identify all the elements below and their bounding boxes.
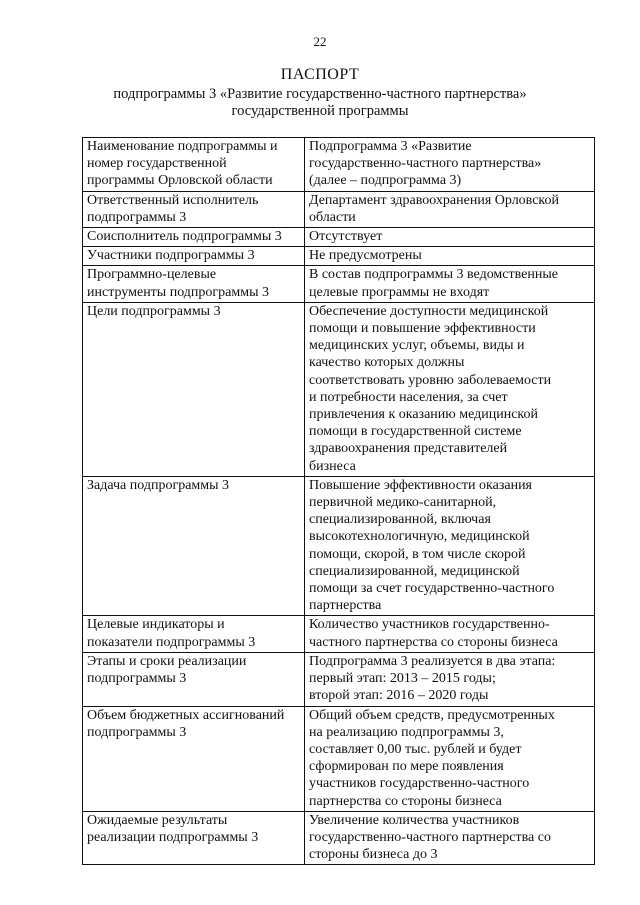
field-value-cell [305, 652, 595, 706]
field-value-line: Не предусмотрены [309, 248, 422, 264]
field-value-line: Количество участников государственно- [309, 617, 550, 633]
field-label-cell [83, 138, 305, 192]
field-label-line: Наименование подпрограммы и [87, 139, 278, 154]
field-value-line: второй этап: 2016 – 2020 годы [309, 688, 489, 704]
field-label-cell [83, 811, 305, 865]
field-label-line: Объем бюджетных ассигнований [87, 707, 285, 723]
field-label-cell [83, 191, 305, 227]
table-row [83, 616, 595, 652]
field-value-line: здравоохранения представителей [309, 441, 508, 457]
field-value-line: специализированной, включая [309, 512, 491, 528]
field-value-line: помощи и повышение эффективности [309, 321, 536, 337]
table-row [83, 247, 595, 266]
field-label-line: Ожидаемые результаты [87, 812, 228, 828]
field-value-line: сформирован по мере появления [309, 759, 504, 775]
field-label-cell [83, 302, 305, 476]
field-value-line: Увеличение количества участников [309, 812, 520, 828]
field-value-cell [305, 191, 595, 227]
subtitle-line: подпрограммы 3 «Развитие государственно-частного партнерства» [113, 86, 527, 102]
field-value-line: бизнеса [309, 458, 356, 474]
field-label-cell [83, 247, 305, 266]
field-value-line: первый этап: 2013 – 2015 годы; [309, 671, 496, 687]
table-row [83, 138, 595, 192]
field-value-line: Общий объем средств, предусмотренных [309, 707, 555, 723]
field-value-line: Подпрограмма 3 «Развитие [309, 139, 472, 154]
page-number: 22 [313, 34, 327, 49]
table-row [83, 266, 595, 302]
field-label-cell [83, 266, 305, 302]
field-label-line: подпрограммы 3 [87, 671, 187, 687]
field-value-cell [305, 811, 595, 865]
table-row [83, 302, 595, 476]
field-value-line: специализированной, медицинской [309, 563, 520, 579]
field-label-line: показатели подпрограммы 3 [87, 634, 256, 650]
field-label-line: инструменты подпрограммы 3 [87, 284, 269, 300]
field-label-cell [83, 616, 305, 652]
field-label-cell [83, 228, 305, 247]
field-value-line: партнерства со стороны бизнеса [309, 793, 502, 809]
document-subtitle [60, 86, 580, 120]
field-value-line: стороны бизнеса до 3 [309, 847, 438, 863]
field-value-line: качество которых должны [309, 355, 465, 371]
field-value-line: соответствовать уровню заболеваемости [309, 372, 552, 388]
field-value-cell [305, 247, 595, 266]
field-value-line: участников государственно-частного [309, 776, 530, 792]
field-value-line: помощи в государственной системе [309, 424, 522, 440]
table-row [83, 811, 595, 865]
field-value-line: Обеспечение доступности медицинской [309, 303, 549, 319]
field-label-line: Ответственный исполнитель [87, 192, 259, 208]
field-label-line: реализации подпрограммы 3 [87, 829, 259, 845]
field-value-line: высокотехнологичную, медицинской [309, 529, 530, 545]
passport-table-body [83, 138, 595, 865]
field-label-line: Цели подпрограммы 3 [87, 303, 221, 319]
field-label-line: программы Орловской области [87, 173, 273, 189]
document-title: ПАСПОРТ [280, 66, 360, 83]
field-value-line: (далее – подпрограмма 3) [309, 173, 462, 189]
field-value-line: государственно-частного партнерства со [309, 829, 551, 845]
field-value-cell [305, 706, 595, 811]
field-value-line: целевые программы не входят [309, 284, 490, 300]
field-value-cell [305, 228, 595, 247]
field-value-line: области [309, 209, 356, 225]
field-label-cell [83, 476, 305, 616]
field-label-line: Программно-целевые [87, 267, 217, 283]
table-row [83, 706, 595, 811]
table-row [83, 228, 595, 247]
field-value-cell [305, 302, 595, 476]
field-label-line: номер государственной [87, 156, 227, 172]
table-row [83, 476, 595, 616]
field-label-line: подпрограммы 3 [87, 724, 187, 740]
field-value-line: партнерства [309, 598, 382, 614]
field-value-line: В состав подпрограммы 3 ведомственные [309, 267, 558, 283]
field-value-line: помощи за счет государственно-частного [309, 581, 555, 597]
field-value-line: первичной медико-санитарной, [309, 495, 497, 511]
field-value-line: частного партнерства со стороны бизнеса [309, 634, 558, 650]
field-value-line: на реализацию подпрограммы 3, [309, 724, 504, 740]
field-value-line: государственно-частного партнерства» [309, 156, 542, 172]
field-label-cell [83, 706, 305, 811]
field-value-line: Отсутствует [309, 229, 383, 245]
table-row [83, 652, 595, 706]
field-label-cell [83, 652, 305, 706]
field-label-line: Участники подпрограммы 3 [87, 248, 255, 264]
field-value-line: Подпрограмма 3 реализуется в два этапа: [309, 653, 556, 669]
field-label-line: Задача подпрограммы 3 [87, 477, 230, 493]
field-value-line: помощи, скорой, в том числе скорой [309, 546, 526, 562]
field-value-cell [305, 616, 595, 652]
field-value-line: составляет 0,00 тыс. рублей и будет [309, 741, 522, 757]
field-label-line: Целевые индикаторы и [87, 617, 225, 633]
field-label-line: Соисполнитель подпрограммы 3 [87, 229, 282, 245]
field-value-cell [305, 476, 595, 616]
field-value-line: привлечения к оказанию медицинской [309, 407, 539, 423]
field-value-line: Повышение эффективности оказания [309, 477, 532, 493]
field-value-line: и потребности населения, за счет [309, 389, 508, 405]
field-value-line: Департамент здравоохранения Орловской [309, 192, 560, 208]
field-label-line: подпрограммы 3 [87, 209, 187, 225]
field-value-cell [305, 266, 595, 302]
passport-table [82, 137, 595, 865]
field-label-line: Этапы и сроки реализации [87, 653, 247, 669]
subtitle-line: государственной программы [231, 103, 409, 119]
field-value-line: медицинских услуг, объемы, виды и [309, 338, 525, 354]
table-row [83, 191, 595, 227]
field-value-cell [305, 138, 595, 192]
